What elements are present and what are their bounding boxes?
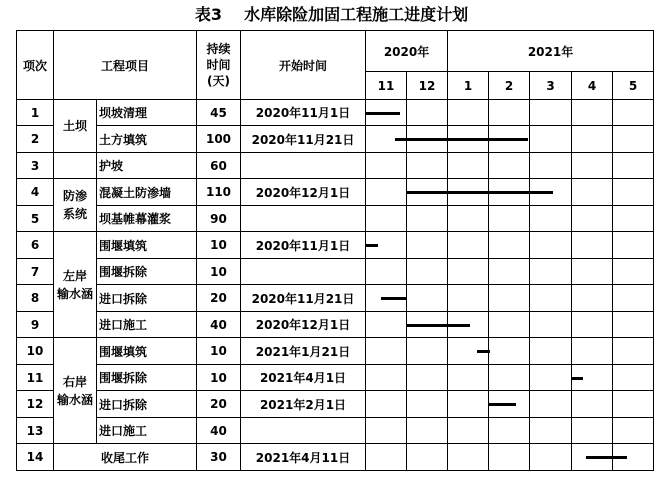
table-row xyxy=(17,338,654,365)
row-number: 9 xyxy=(17,312,54,338)
group-label-line: 左岸 xyxy=(62,268,87,283)
row-item: 围堰拆除 xyxy=(97,259,197,285)
row-item: 进口施工 xyxy=(97,312,197,338)
group-label-line: 输水涵 xyxy=(56,286,93,301)
header-year-2021: 2021年 xyxy=(448,31,654,72)
month-header: 2 xyxy=(489,72,530,100)
row-start: 2021年4月1日 xyxy=(241,365,366,391)
row-item: 进口拆除 xyxy=(97,285,197,312)
row-start: 2020年11月1日 xyxy=(241,100,366,126)
row-item: 护坡 xyxy=(97,153,197,179)
row-start: 2020年11月21日 xyxy=(241,126,366,153)
row-days: 100 xyxy=(197,126,241,153)
table-number: 表3 xyxy=(194,5,223,24)
month-header: 12 xyxy=(407,72,448,100)
row-number: 14 xyxy=(17,444,54,471)
row-number: 7 xyxy=(17,259,54,285)
row-start xyxy=(241,418,366,444)
row-number: 4 xyxy=(17,179,54,206)
row-start xyxy=(241,259,366,285)
row-start: 2020年12月1日 xyxy=(241,179,366,206)
month-header: 5 xyxy=(613,72,654,100)
row-days: 45 xyxy=(197,100,241,126)
row-number: 8 xyxy=(17,285,54,312)
row-days: 20 xyxy=(197,391,241,418)
row-days: 20 xyxy=(197,285,241,312)
table-row xyxy=(17,126,654,153)
row-item: 围堰拆除 xyxy=(97,365,197,391)
group-label-line: 输水涵 xyxy=(56,392,93,407)
group-label-left-culvert xyxy=(54,232,97,338)
table-row xyxy=(17,100,654,126)
row-item: 混凝土防渗墙 xyxy=(97,179,197,206)
row-start xyxy=(241,153,366,179)
table-row xyxy=(17,179,654,206)
row-start: 2020年11月1日 xyxy=(241,232,366,259)
table-row xyxy=(17,259,654,285)
row-days: 40 xyxy=(197,418,241,444)
group-label-dam xyxy=(54,100,97,153)
row-start xyxy=(241,206,366,232)
row-number: 5 xyxy=(17,206,54,232)
row-days: 10 xyxy=(197,338,241,365)
row-start: 2020年11月21日 xyxy=(241,285,366,312)
row-item: 围堰填筑 xyxy=(97,232,197,259)
row-item: 围堰填筑 xyxy=(97,338,197,365)
table-row xyxy=(17,153,654,179)
table-row xyxy=(17,365,654,391)
table-row xyxy=(17,391,654,418)
month-header: 11 xyxy=(366,72,407,100)
table-row xyxy=(17,312,654,338)
row-days: 10 xyxy=(197,259,241,285)
group-label-line: 系统 xyxy=(62,207,87,221)
row-number: 1 xyxy=(17,100,54,126)
header-start: 开始时间 xyxy=(241,31,366,100)
group-label-seepage xyxy=(54,179,97,232)
row-start: 2021年4月11日 xyxy=(241,444,366,471)
gantt-table xyxy=(16,30,654,471)
group-label-line: 防渗 xyxy=(62,189,87,203)
row-number: 2 xyxy=(17,126,54,153)
month-header: 4 xyxy=(572,72,613,100)
row-days: 110 xyxy=(197,179,241,206)
row-start: 2021年1月21日 xyxy=(241,338,366,365)
group-label-line: 右岸 xyxy=(62,374,87,389)
row-number: 12 xyxy=(17,391,54,418)
row-number: 13 xyxy=(17,418,54,444)
group-label-empty xyxy=(54,153,97,179)
table-row xyxy=(17,418,654,444)
row-item: 进口施工 xyxy=(97,418,197,444)
row-item: 坝坡清理 xyxy=(97,100,197,126)
table-row xyxy=(17,444,654,471)
row-days: 10 xyxy=(197,232,241,259)
header-duration-line2: 时间 xyxy=(206,58,231,72)
row-item: 坝基帷幕灌浆 xyxy=(97,206,197,232)
row-days: 90 xyxy=(197,206,241,232)
row-days: 30 xyxy=(197,444,241,471)
row-number: 11 xyxy=(17,365,54,391)
month-header: 3 xyxy=(530,72,572,100)
header-project: 工程项目 xyxy=(54,31,197,100)
table-title xyxy=(0,2,663,28)
month-header: 1 xyxy=(448,72,489,100)
header-duration-line1: 持续 xyxy=(206,42,231,56)
row-days: 40 xyxy=(197,312,241,338)
group-label-line: 土坝 xyxy=(62,119,87,133)
table-row xyxy=(17,206,654,232)
row-number: 10 xyxy=(17,338,54,365)
row-start: 2020年12月1日 xyxy=(241,312,366,338)
header-duration-line3: (天) xyxy=(207,74,230,88)
table-row xyxy=(17,285,654,312)
row-start: 2021年2月1日 xyxy=(241,391,366,418)
row-number: 6 xyxy=(17,232,54,259)
row-days: 60 xyxy=(197,153,241,179)
header-index: 项次 xyxy=(17,31,54,100)
group-label-right-culvert xyxy=(54,338,97,444)
row-item-final: 收尾工作 xyxy=(54,444,197,471)
row-number: 3 xyxy=(17,153,54,179)
table-row xyxy=(17,232,654,259)
row-item: 土方填筑 xyxy=(97,126,197,153)
header-year-2020: 2020年 xyxy=(366,31,448,72)
table-caption: 水库除险加固工程施工进度计划 xyxy=(244,5,469,24)
row-days: 10 xyxy=(197,365,241,391)
row-item: 进口拆除 xyxy=(97,391,197,418)
header-duration xyxy=(197,31,241,100)
